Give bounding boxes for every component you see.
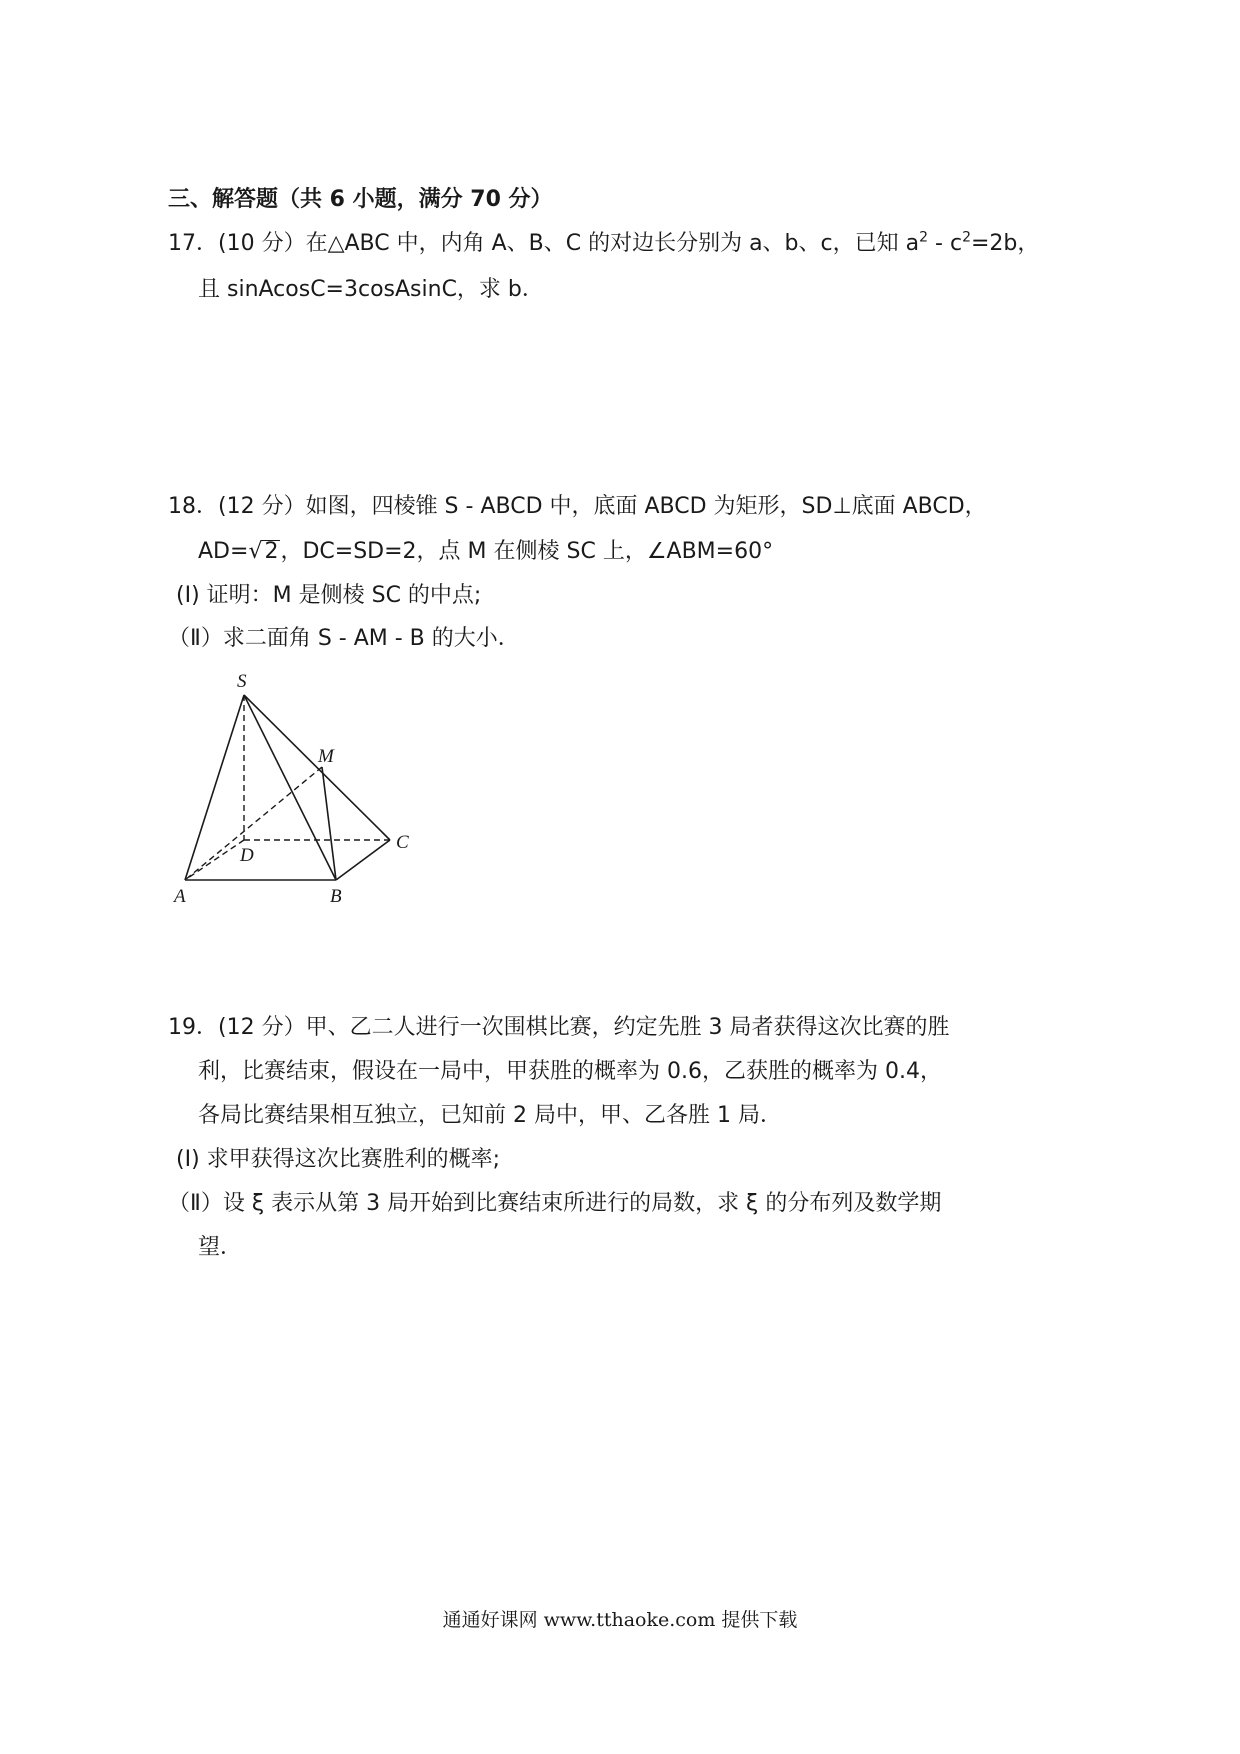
q18-line2-pre: AD= (198, 539, 249, 564)
q18-line1: 18．(12 分）如图，四棱锥 S - ABCD 中，底面 ABCD 为矩形，SD⊥底面 ABCD， (168, 494, 987, 519)
q19-line2: 利，比赛结束，假设在一局中，甲获胜的概率为 0.6，乙获胜的概率为 0.4， (198, 1059, 942, 1084)
q19-part2-cont: 望． (198, 1235, 243, 1260)
q19-line3: 各局比赛结果相互独立，已知前 2 局中，甲、乙各胜 1 局． (198, 1103, 782, 1128)
label-M: M (318, 746, 334, 767)
q17-line1 (168, 230, 1039, 258)
section-heading: 三、解答题（共 6 小题，满分 70 分） (168, 187, 553, 212)
q18-part2: （Ⅱ）求二面角 S - AM - B 的大小． (168, 626, 520, 651)
label-A: A (174, 886, 186, 907)
q17-sup2: 2 (962, 229, 971, 246)
sqrt-symbol: √2 (248, 539, 279, 564)
label-S: S (237, 671, 247, 692)
q17-sup1: 2 (919, 229, 929, 246)
q18-radicand: 2 (264, 539, 279, 564)
footer-text: 通通好课网 www.tthaoke.com 提供下载 (442, 1609, 798, 1631)
label-C: C (396, 832, 409, 853)
label-B: B (330, 886, 342, 907)
q17-prefix: 17．(10 分）在△ABC 中，内角 A、B、C 的对边长分别为 a、b、c，已知 a (168, 231, 920, 256)
q17-line2: 且 sinAcosC=3cosAsinC，求 b． (198, 277, 544, 302)
q17-mid: - c (928, 231, 963, 256)
q19-line1: 19．(12 分）甲、乙二人进行一次围棋比赛，约定先胜 3 局者获得这次比赛的胜 (168, 1015, 950, 1040)
q17-end: =2b， (970, 231, 1040, 256)
label-D: D (240, 845, 254, 866)
q18-line2-post: ，DC=SD=2，点 M 在侧棱 SC 上，∠ABM=60° (280, 539, 774, 564)
pyramid-diagram (174, 670, 440, 920)
q18-part1: (Ⅰ) 证明：M 是侧棱 SC 的中点; (176, 583, 482, 608)
q18-line2 (198, 538, 773, 566)
q19-part1: (Ⅰ) 求甲获得这次比赛胜利的概率; (176, 1147, 501, 1172)
q19-part2: （Ⅱ）设 ξ 表示从第 3 局开始到比赛结束所进行的局数，求 ξ 的分布列及数学期 (168, 1191, 942, 1216)
